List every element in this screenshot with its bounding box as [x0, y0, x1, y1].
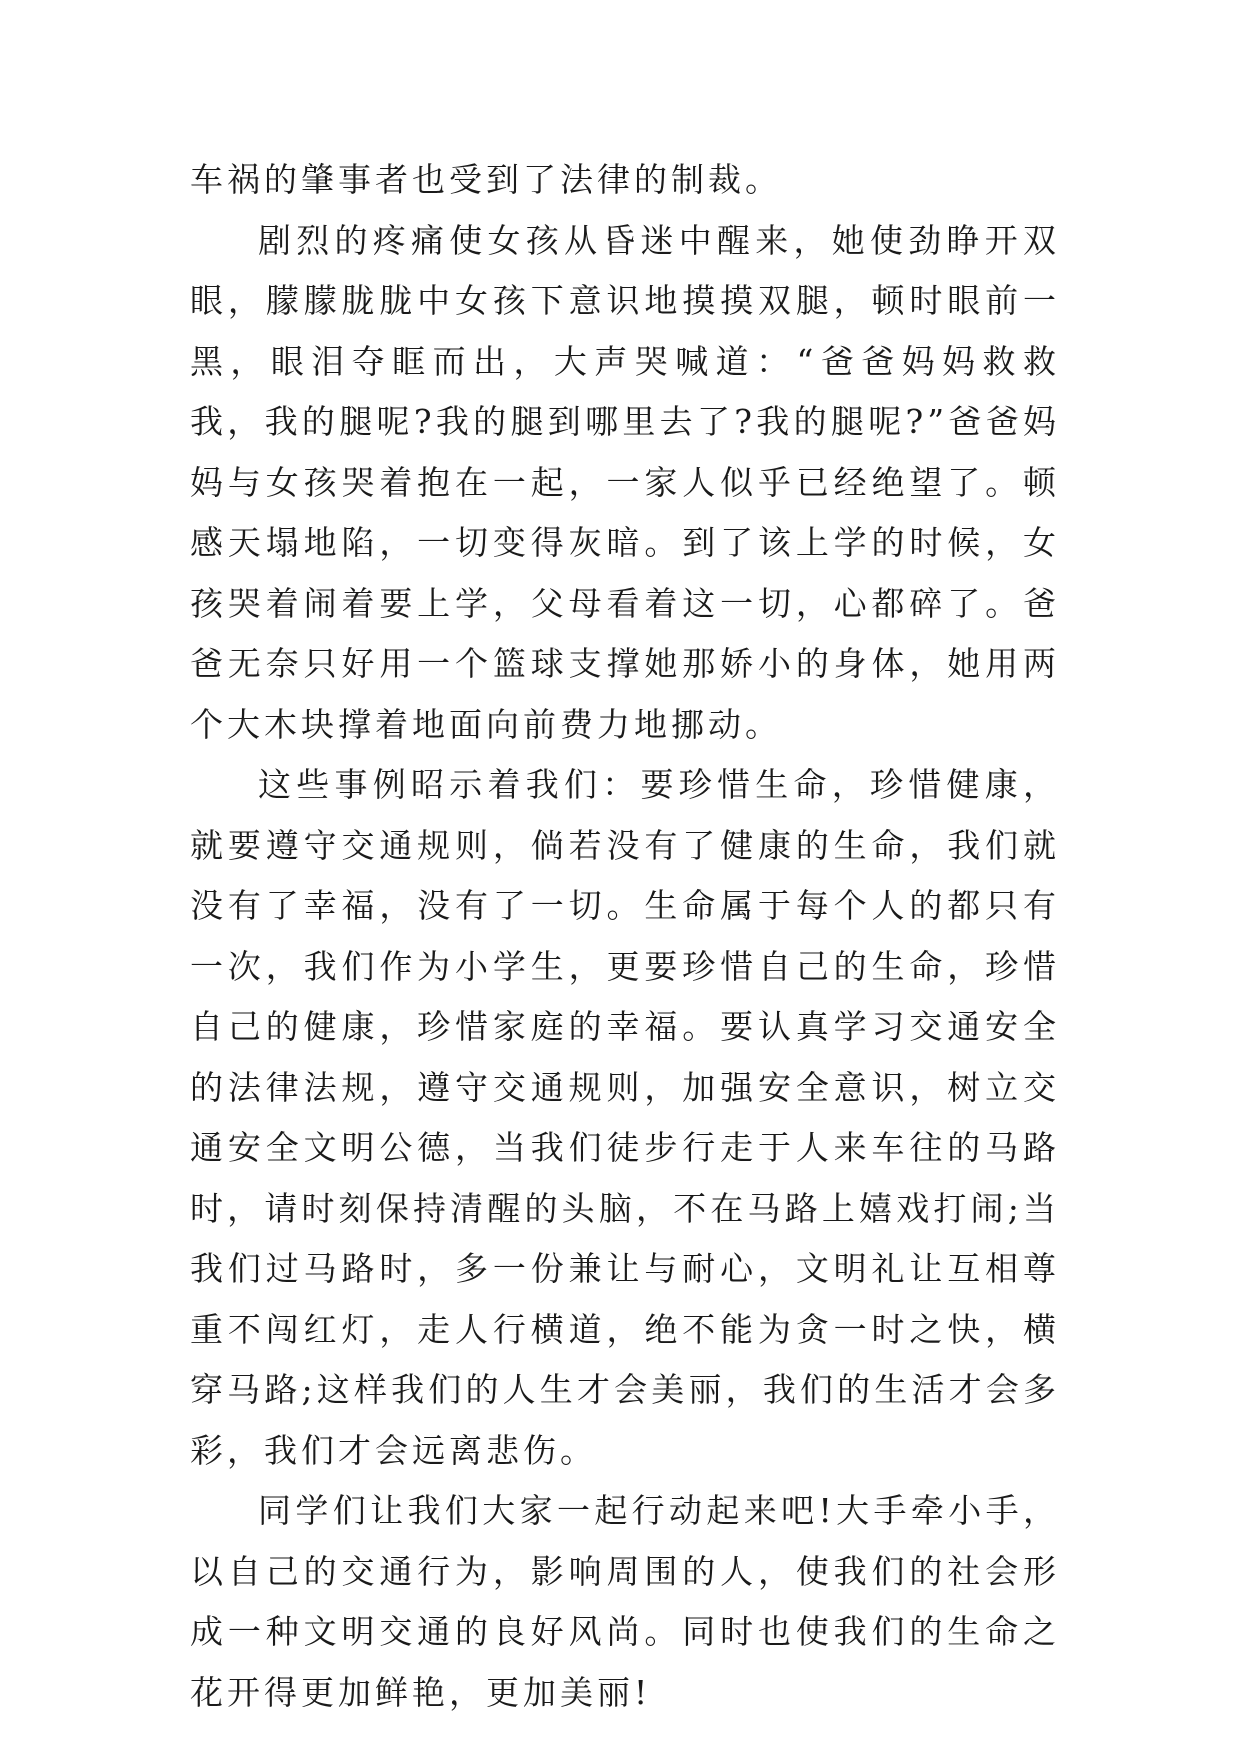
- paragraph: 同学们让我们大家一起行动起来吧!大手牵小手，以自己的交通行为，影响周围的人，使我们的社会形成一种文明交通的良好风尚。同时也使我们的生命之花开得更加鲜艳，更加美丽!: [190, 1491, 1060, 1712]
- paragraph: 这些事例昭示着我们：要珍惜生命，珍惜健康，就要遵守交通规则，倘若没有了健康的生命，我们就没有了幸福，没有了一切。生命属于每个人的都只有一次，我们作为小学生，更要珍惜自己的生命，珍惜自己的健康，珍惜家庭的幸福。要认真学习交通安全的法律法规，遵守交通规则，加强安全意识，树立交通安全文明公德，当我们徒步行走于人来车往的马路时，请时刻保持清醒的头脑，不在马路上嬉戏打闹;当我们过马路时，多一份兼让与耐心，文明礼让互相尊重不闯红灯，走人行横道，绝不能为贪一时之快，横穿马路;这样我们的人生才会美丽，我们的生活才会多彩，我们才会远离悲伤。: [190, 765, 1060, 1470]
- paragraph: 剧烈的疼痛使女孩从昏迷中醒来，她使劲睁开双眼，朦朦胧胧中女孩下意识地摸摸双腿，顿时眼前一黑，眼泪夺眶而出，大声哭喊道：“爸爸妈妈救救我，我的腿呢?我的腿到哪里去了?我的腿呢?”爸爸妈妈与女孩哭着抱在一起，一家人似乎已经绝望了。顿感天塌地陷，一切变得灰暗。到了该上学的时候，女孩哭着闹着要上学，父母看着这一切，心都碎了。爸爸无奈只好用一个篮球支撑她那娇小的身体，她用两个大木块撑着地面向前费力地挪动。: [190, 220, 1060, 744]
- paragraph-continuation: 车祸的肇事者也受到了法律的制裁。: [190, 160, 782, 199]
- document-body: [190, 150, 1060, 1723]
